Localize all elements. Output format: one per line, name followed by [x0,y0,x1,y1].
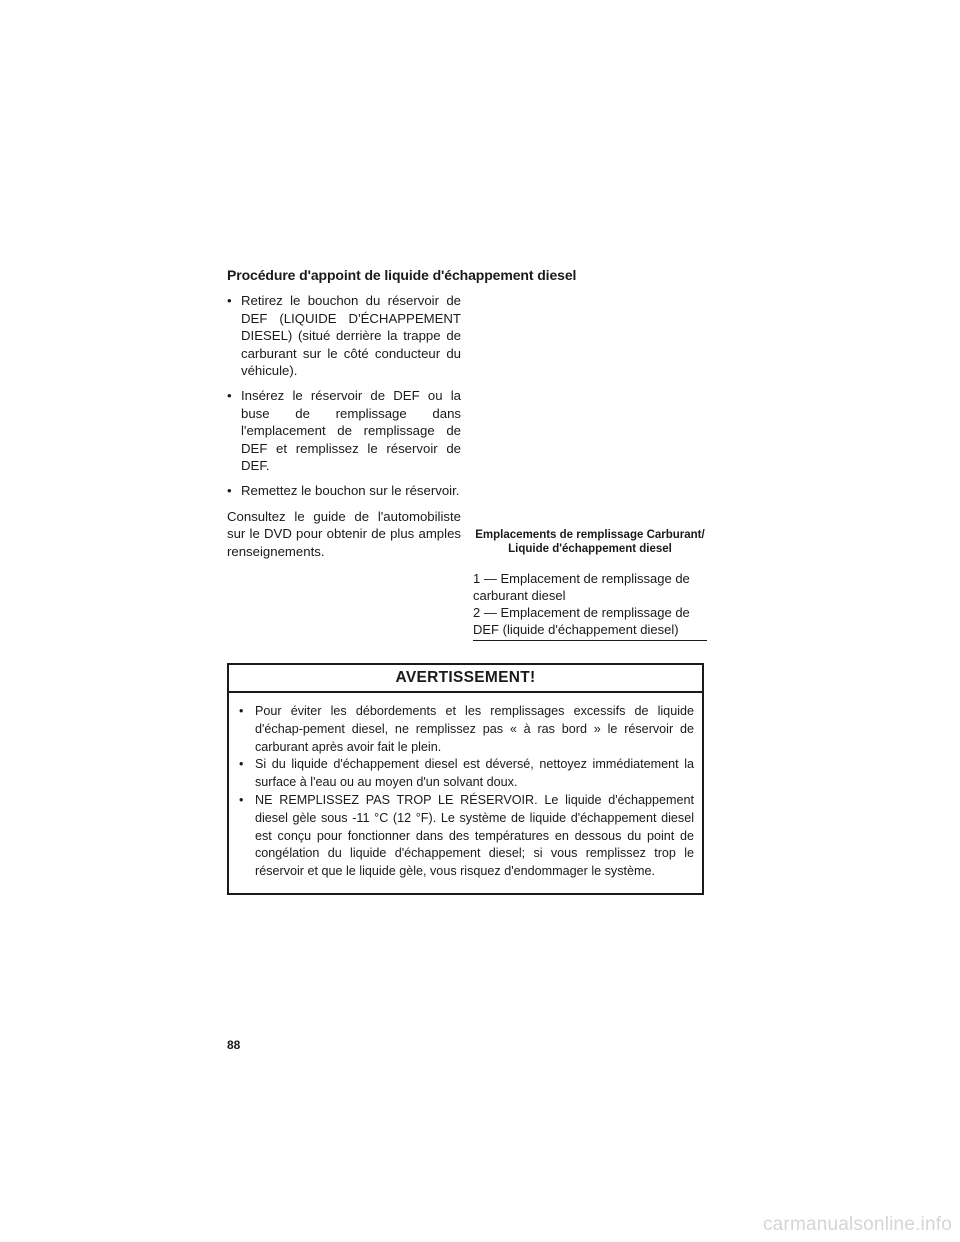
legend-item: 1 — Emplacement de remplissage de carburant diesel [473,571,694,603]
warning-list [229,693,702,893]
figure-legend [473,570,707,641]
warning-item-text: NE REMPLISSEZ PAS TROP LE RÉSERVOIR. Le liquide d'échappement diesel gèle sous -11 °C (12 °F). Le système de liquide d'échappement diesel est conçu pour fonctionner dans des températures en dessous du point de congélation du liquide d'échappement diesel; si vous remplissez trop le réservoir et que le liquide gèle, vous risquez d'endommager le système. [255,792,694,879]
warning-item [239,703,694,756]
bullet-icon: • [227,387,232,403]
warning-item-text: Pour éviter les débordements et les remplissages excessifs de liquide d'échap-pement diesel, ne remplissez pas « à ras bord » le réservoir de carburant après avoir fait le plein. [255,704,694,754]
procedure-step-text: Insérez le réservoir de DEF ou la buse de remplissage dans l'emplacement de remplissage de DEF et remplissez le réservoir de DEF. [241,387,461,474]
warning-item [239,792,694,881]
warning-item-text: Si du liquide d'échappement diesel est déversé, nettoyez immédiatement la surface à l'eau ou au moyen d'un solvant doux. [255,757,694,790]
bullet-icon: • [239,704,244,718]
bullet-icon: • [227,482,232,498]
reference-paragraph: Consultez le guide de l'automobiliste sur le DVD pour obtenir de plus amples renseignements. [227,508,461,559]
figure-caption [473,528,707,556]
section-heading: Procédure d'appoint de liquide d'échappement diesel [227,267,577,283]
warning-title: AVERTISSEMENT! [229,665,702,693]
procedure-step-text: Retirez le bouchon du réservoir de DEF (LIQUIDE D'ÉCHAPPEMENT DIESEL) (situé derrière la trappe de carburant sur le côté conducteur du véhicule). [241,293,461,379]
procedure-step [227,387,461,475]
page-number: 88 [227,1038,241,1052]
warning-box [227,663,704,895]
bullet-icon: • [239,757,244,772]
bullet-icon: • [227,293,232,308]
procedure-step [227,292,461,380]
procedure-steps [227,292,461,500]
warning-item [239,756,694,792]
figure-caption-line: Liquide d'échappement diesel [508,543,672,555]
watermark: carmanualsonline.info [762,1214,952,1235]
figure-caption-line: Emplacements de remplissage Carburant/ [475,529,705,541]
legend-item: 2 — Emplacement de remplissage de DEF (liquide d'échappement diesel) [473,605,694,637]
figure-block [473,528,707,641]
bullet-icon: • [239,792,244,807]
procedure-column [227,292,461,560]
procedure-step-text: Remettez le bouchon sur le réservoir. [241,482,460,498]
procedure-step [227,482,461,500]
